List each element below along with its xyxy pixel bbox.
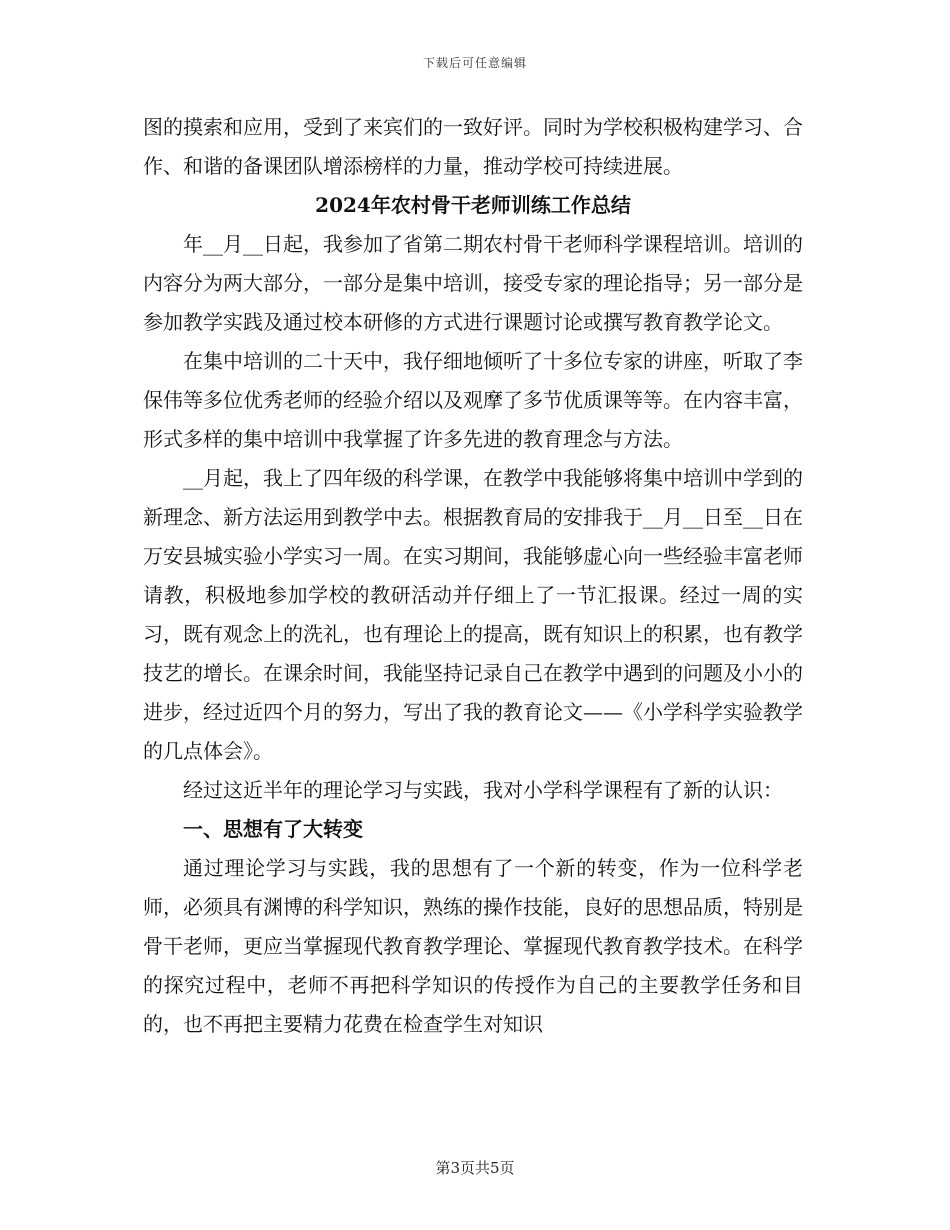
body-paragraph-3: __月起，我上了四年级的科学课，在教学中我能够将集中培训中学到的新理念、新方法运用到教学中去。根据教育局的安排我于__月__日至__日在万安县城实验小学实习一周。在实习期间，我能够虚心向一些经验丰富老师请教，积极地参加学校的教研活动并仔细上了一节汇报课。经过一周的实习，既有观念上的洗礼，也有理论上的提高，既有知识上的积累，也有教学技艺的增长。在课余时间，我能坚持记录自己在教学中遇到的问题及小小的进步，经过近四个月的努力，写出了我的教育论文——《小学科学实验教学的几点体会》。 (143, 466, 803, 763)
page-footer: 第3页共5页 (435, 1159, 515, 1177)
section-heading: 一、思想有了大转变 (183, 817, 363, 841)
document-title: 2024年农村骨干老师训练工作总结 (315, 193, 631, 217)
page-header: 下载后可任意编辑 (422, 56, 527, 70)
continuation-paragraph: 图的摸索和应用，受到了来宾们的一致好评。同时为学校积极构建学习、合作、和谐的备课团队增添榜样的力量，推动学校可持续进展。 (143, 115, 803, 178)
section-paragraph: 通过理论学习与实践，我的思想有了一个新的转变，作为一位科学老师，必须具有渊博的科学知识，熟练的操作技能，良好的思想品质，特别是骨干老师，更应当掌握现代教育教学理论、掌握现代教育教学技术。在科学的探究过程中，老师不再把科学知识的传授作为自己的主要教学任务和目的，也不再把主要精力花费在检查学生对知识 (143, 856, 803, 1036)
body-paragraph-2: 在集中培训的二十天中，我仔细地倾听了十多位专家的讲座，听取了李保伟等多位优秀老师的经验介绍以及观摩了多节优质课等等。在内容丰富，形式多样的集中培训中我掌握了许多先进的教育理念与方法。 (143, 349, 803, 451)
body-paragraph-1: 年__月__日起，我参加了省第二期农村骨干老师科学课程培训。培训的内容分为两大部分，一部分是集中培训，接受专家的理论指导；另一部分是参加教学实践及通过校本研修的方式进行课题讨论或撰写教育教学论文。 (143, 232, 803, 334)
body-paragraph-4: 经过这近半年的理论学习与实践，我对小学科学课程有了新的认识： (183, 778, 783, 802)
document-body (143, 108, 803, 1044)
